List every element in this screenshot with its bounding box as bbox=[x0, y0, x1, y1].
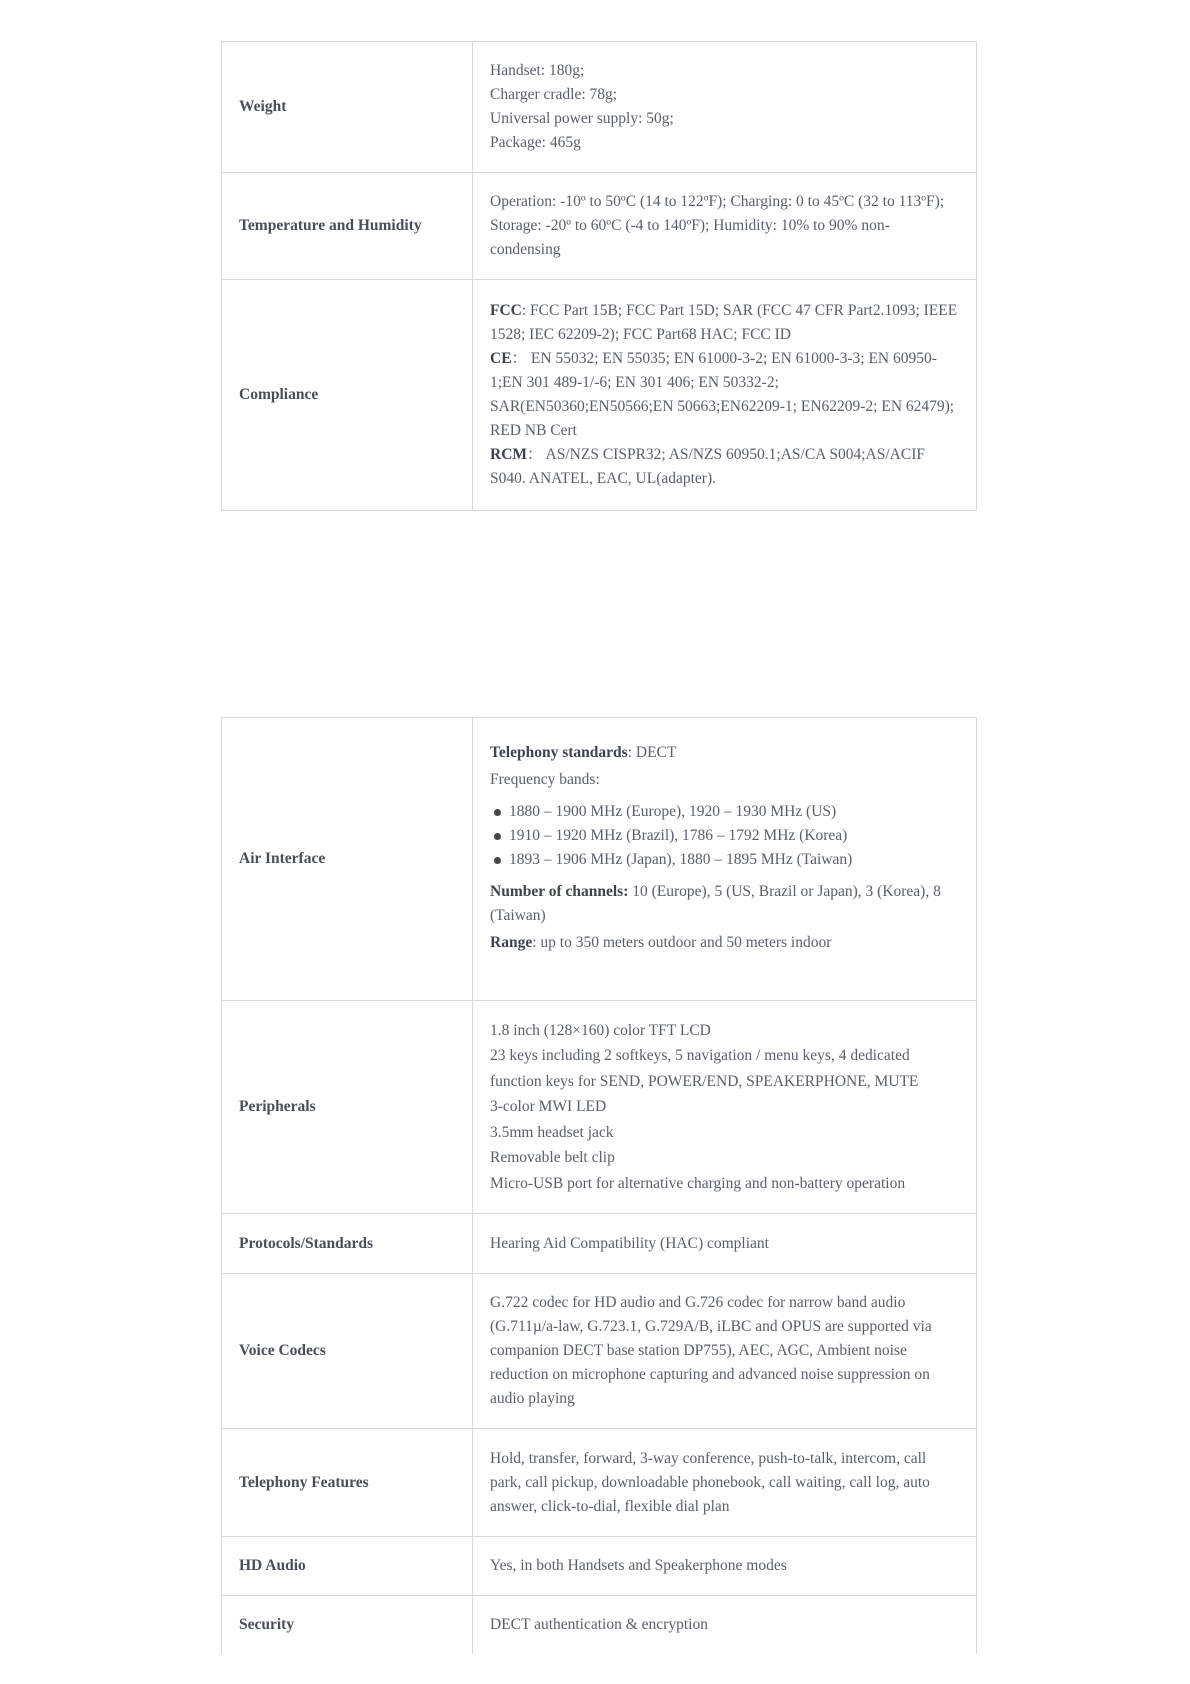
value-telephony-features: Hold, transfer, forward, 3-way conference, push-to-talk, intercom, call park, call pickup, downloadable phonebook, call waiting, call log, auto answer, click-to-dial, flexible dial plan bbox=[473, 1429, 977, 1537]
list-item bbox=[490, 824, 959, 848]
list-item bbox=[490, 848, 959, 872]
range bbox=[490, 931, 959, 955]
rcm-key: RCM bbox=[490, 446, 528, 463]
row-voice-codecs bbox=[222, 1274, 977, 1429]
label-compliance: Compliance bbox=[222, 280, 473, 511]
channels-text: 10 (Europe), 5 (US, Brazil or Japan), 3 (Korea), 8 (Taiwan) bbox=[490, 883, 941, 924]
frequency-bands-list bbox=[490, 800, 959, 872]
band-text: 1910 – 1920 MHz (Brazil), 1786 – 1792 MHz (Korea) bbox=[509, 827, 848, 844]
bullet-icon bbox=[494, 809, 501, 816]
label-security: Security bbox=[222, 1596, 473, 1654]
value-voice-codecs: G.722 codec for HD audio and G.726 codec for narrow band audio (G.711µ/a-law, G.723.1, G.729A/B, iLBC and OPUS are supported via companion DECT base station DP755), AEC, AGC, Ambient noise reduction on microphone capturing and advanced noise suppression on audio playing bbox=[473, 1274, 977, 1429]
range-text: : up to 350 meters outdoor and 50 meters indoor bbox=[532, 934, 832, 951]
value-temperature: Operation: -10º to 50ºC (14 to 122ºF); Charging: 0 to 45ºC (32 to 113ºF); Storage: -20º to 60ºC (-4 to 140ºF); Humidity: 10% to 90% non-condensing bbox=[473, 173, 977, 280]
row-security bbox=[222, 1596, 977, 1654]
standards-key: Telephony standards bbox=[490, 744, 628, 761]
row-compliance bbox=[222, 280, 977, 511]
label-temperature: Temperature and Humidity bbox=[222, 173, 473, 280]
row-hd-audio bbox=[222, 1537, 977, 1596]
spec-table-1 bbox=[221, 41, 977, 511]
value-compliance bbox=[473, 280, 977, 511]
fcc-key: FCC bbox=[490, 302, 522, 319]
compliance-rcm bbox=[490, 443, 959, 491]
spec-table-2 bbox=[221, 717, 977, 1654]
rcm-text: ： AS/NZS CISPR32; AS/NZS 60950.1;AS/CA S004;AS/ACIF S040. ANATEL, EAC, UL(adapter). bbox=[490, 446, 925, 487]
value-security: DECT authentication & encryption bbox=[473, 1596, 977, 1654]
ce-key: CE bbox=[490, 350, 512, 367]
compliance-fcc bbox=[490, 299, 959, 347]
peripheral-line: Micro-USB port for alternative charging and non-battery operation bbox=[490, 1174, 906, 1192]
fcc-text: : FCC Part 15B; FCC Part 15D; SAR (FCC 47 CFR Part2.1093; IEEE 1528; IEC 62209-2); FCC Part68 HAC; FCC ID bbox=[490, 302, 958, 343]
label-air-interface: Air Interface bbox=[222, 718, 473, 1001]
bullet-icon bbox=[494, 857, 501, 864]
telephony-standards bbox=[490, 741, 959, 765]
standards-text: : DECT bbox=[627, 744, 677, 761]
weight-line: Charger cradle: 78g; bbox=[490, 86, 618, 103]
value-weight bbox=[473, 42, 977, 173]
peripheral-line: 23 keys including 2 softkeys, 5 navigation / menu keys, 4 dedicated function keys for SEND, POWER/END, SPEAKERPHONE, MUTE bbox=[490, 1047, 919, 1090]
label-hd-audio: HD Audio bbox=[222, 1537, 473, 1596]
label-voice-codecs: Voice Codecs bbox=[222, 1274, 473, 1429]
frequency-bands-label: Frequency bands: bbox=[490, 771, 600, 788]
range-key: Range bbox=[490, 934, 533, 951]
number-of-channels bbox=[490, 880, 959, 928]
peripheral-line: 3.5mm headset jack bbox=[490, 1123, 614, 1141]
peripheral-line: Removable belt clip bbox=[490, 1149, 615, 1167]
bullet-icon bbox=[494, 833, 501, 840]
band-text: 1880 – 1900 MHz (Europe), 1920 – 1930 MHz (US) bbox=[509, 803, 837, 820]
value-air-interface bbox=[473, 718, 977, 1001]
band-text: 1893 – 1906 MHz (Japan), 1880 – 1895 MHz (Taiwan) bbox=[509, 851, 853, 868]
ce-text: ： EN 55032; EN 55035; EN 61000-3-2; EN 61000-3-3; EN 60950-1;EN 301 489-1/-6; EN 301 406; EN 50332-2; SAR(EN50360;EN50566;EN 50663;EN62209-1; EN62209-2; EN 62479); RED NB Cert bbox=[490, 350, 955, 439]
label-protocols: Protocols/Standards bbox=[222, 1214, 473, 1274]
value-peripherals bbox=[473, 1001, 977, 1214]
weight-line: Package: 465g bbox=[490, 134, 581, 151]
list-item bbox=[490, 800, 959, 824]
value-hd-audio: Yes, in both Handsets and Speakerphone modes bbox=[473, 1537, 977, 1596]
row-peripherals bbox=[222, 1001, 977, 1214]
row-weight bbox=[222, 42, 977, 173]
channels-key: Number of channels: bbox=[490, 883, 629, 900]
label-telephony-features: Telephony Features bbox=[222, 1429, 473, 1537]
label-peripherals: Peripherals bbox=[222, 1001, 473, 1214]
row-protocols bbox=[222, 1214, 977, 1274]
peripheral-line: 3-color MWI LED bbox=[490, 1098, 607, 1116]
row-temperature bbox=[222, 173, 977, 280]
label-weight: Weight bbox=[222, 42, 473, 173]
row-air-interface bbox=[222, 718, 977, 1001]
compliance-ce bbox=[490, 347, 959, 443]
peripheral-line: 1.8 inch (128×160) color TFT LCD bbox=[490, 1021, 711, 1039]
weight-line: Handset: 180g; bbox=[490, 62, 585, 79]
row-telephony-features bbox=[222, 1429, 977, 1537]
weight-line: Universal power supply: 50g; bbox=[490, 110, 674, 127]
value-protocols: Hearing Aid Compatibility (HAC) compliant bbox=[473, 1214, 977, 1274]
